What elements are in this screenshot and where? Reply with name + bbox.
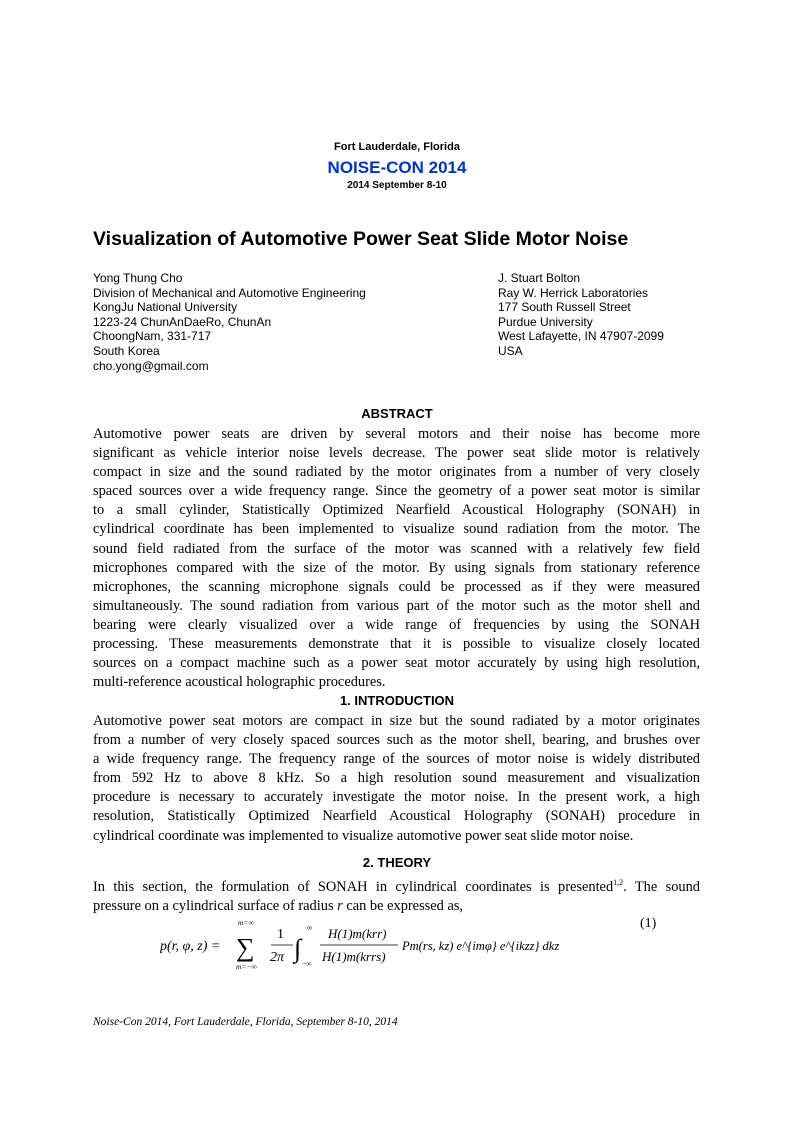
abstract-line: significant as vehicle interior noise levels decrease. The power seat slide motor is relatively — [93, 445, 700, 462]
abstract-line: multi-reference acoustical holographic procedures. — [93, 674, 386, 691]
author-address: West Lafayette, IN 47907-2099 — [498, 329, 664, 344]
abstract-line: processing. These measurements demonstrate that it is possible to visualize closely located — [93, 636, 700, 653]
author-name: Yong Thung Cho — [93, 271, 183, 285]
eq-sum-top: m=∞ — [238, 918, 254, 927]
theory-line — [93, 878, 700, 897]
theory-text: can be expressed as, — [342, 898, 464, 915]
introduction-line: procedure is necessary to accurately investigate the motor noise. In the present work, a high — [93, 789, 700, 806]
abstract-body — [93, 425, 700, 692]
eq-lhs: p(r, φ, z) = — [160, 939, 221, 954]
theory-heading: 2. THEORY — [362, 855, 432, 870]
eq-sum-symbol: ∑ — [236, 933, 255, 962]
author-affiliation: Purdue University — [498, 314, 593, 329]
author-name: J. Stuart Bolton — [498, 271, 581, 285]
paper-title: Visualization of Automotive Power Seat Slide Motor Noise — [93, 228, 629, 250]
author-address: ChoongNam, 331-717 — [93, 329, 212, 344]
author-address: 1223-24 ChunAnDaeRo, ChunAn — [93, 314, 272, 329]
equation-1 — [160, 916, 600, 974]
abstract-line: Automotive power seats are driven by several motors and their noise has become more — [93, 426, 700, 442]
theory-line — [93, 897, 700, 916]
author-affiliation: KongJu National University — [93, 300, 238, 315]
introduction-line: Automotive power seat motors are compact in size but the sound radiated by a motor originates — [93, 713, 700, 729]
abstract-line: sources on a compact machine such as a power seat motor accurately by using high resolution, — [93, 655, 700, 672]
abstract-line: sound field radiated from the surface of the motor was scanned with a relatively few field — [93, 540, 700, 557]
theory-body — [93, 878, 700, 916]
introduction-line: from a number of very closely spaced sources such as the motor shell, bearing, and brushes over — [93, 732, 700, 749]
eq-frac1-den: 2π — [270, 950, 285, 965]
abstract-heading: ABSTRACT — [361, 406, 433, 421]
introduction-heading: 1. INTRODUCTION — [339, 693, 455, 708]
equation-number: (1) — [640, 916, 657, 931]
eq-frac1-num: 1 — [277, 927, 284, 942]
author-email: cho.yong@gmail.com — [93, 358, 209, 373]
theory-text: . The sound — [623, 879, 700, 895]
abstract-line: microphones compared with the size of the motor. By using signals from stationary reference — [93, 559, 700, 576]
author-country: USA — [498, 343, 523, 358]
abstract-line: cylindrical coordinate has been implemented to visualize sound radiation from the motor. The — [93, 521, 700, 538]
theory-text: pressure on a cylindrical surface of radius — [93, 898, 338, 915]
author-country: South Korea — [93, 343, 160, 358]
eq-int-top: ∞ — [307, 923, 313, 932]
eq-frac2-den: H(1)m(krrs) — [322, 949, 386, 964]
conference-name: NOISE-CON 2014 — [327, 158, 467, 177]
abstract-line: bearing were clearly visualized over a wide range of frequencies by using the SONAH — [93, 616, 700, 633]
page-footer: Noise-Con 2014, Fort Lauderdale, Florida, September 8-10, 2014 — [93, 1016, 398, 1028]
introduction-line: cylindrical coordinate was implemented to visualize automotive power seat slide motor noise. — [93, 827, 634, 844]
author-address: 177 South Russell Street — [498, 300, 631, 315]
conference-location: Fort Lauderdale, Florida — [334, 141, 460, 153]
author-block-1 — [93, 271, 366, 373]
abstract-line: spaced sources over a wide frequency range. Since the geometry of a power seat motor is similar — [93, 483, 700, 500]
eq-frac2-num: H(1)m(krr) — [328, 926, 387, 941]
abstract-line: to a small cylinder, Statistically Optimized Nearfield Acoustical Holography (SONAH) in — [93, 502, 700, 519]
abstract-line: microphones, the scanning microphone signals could be processed as if they were measured — [93, 578, 700, 595]
abstract-line: simultaneously. The sound radiation from various part of the motor such as the motor shell and — [93, 597, 700, 614]
introduction-line: resolution, Statistically Optimized Nearfield Acoustical Holography (SONAH) procedure in — [93, 808, 700, 825]
introduction-line: a wide frequency range. The frequency range of the sources of motor noise is widely distributed — [93, 751, 700, 768]
eq-sum-bottom: m=−∞ — [236, 962, 257, 971]
author-affiliation: Division of Mechanical and Automotive Engineering — [93, 285, 366, 300]
abstract-line: compact in size and the sound radiated by the motor originates from a number of very closely — [93, 464, 700, 481]
introduction-line: from 592 Hz to above 8 kHz. So a high resolution sound measurement and visualization — [93, 770, 700, 787]
author-block-2 — [498, 271, 664, 359]
eq-int-bottom: −∞ — [302, 959, 312, 968]
eq-int-symbol: ∫ — [294, 934, 302, 963]
radius-variable: r — [337, 898, 343, 915]
author-affiliation: Ray W. Herrick Laboratories — [498, 285, 649, 300]
citation-refs: 1,2 — [613, 878, 624, 887]
conference-dates: 2014 September 8-10 — [347, 180, 447, 191]
introduction-body — [93, 712, 700, 846]
theory-text: In this section, the formulation of SONAH in cylindrical coordinates is presented — [93, 879, 614, 895]
eq-tail: Pm(rs, kz) e^{imφ} e^{ikzz} dkz — [402, 939, 560, 953]
